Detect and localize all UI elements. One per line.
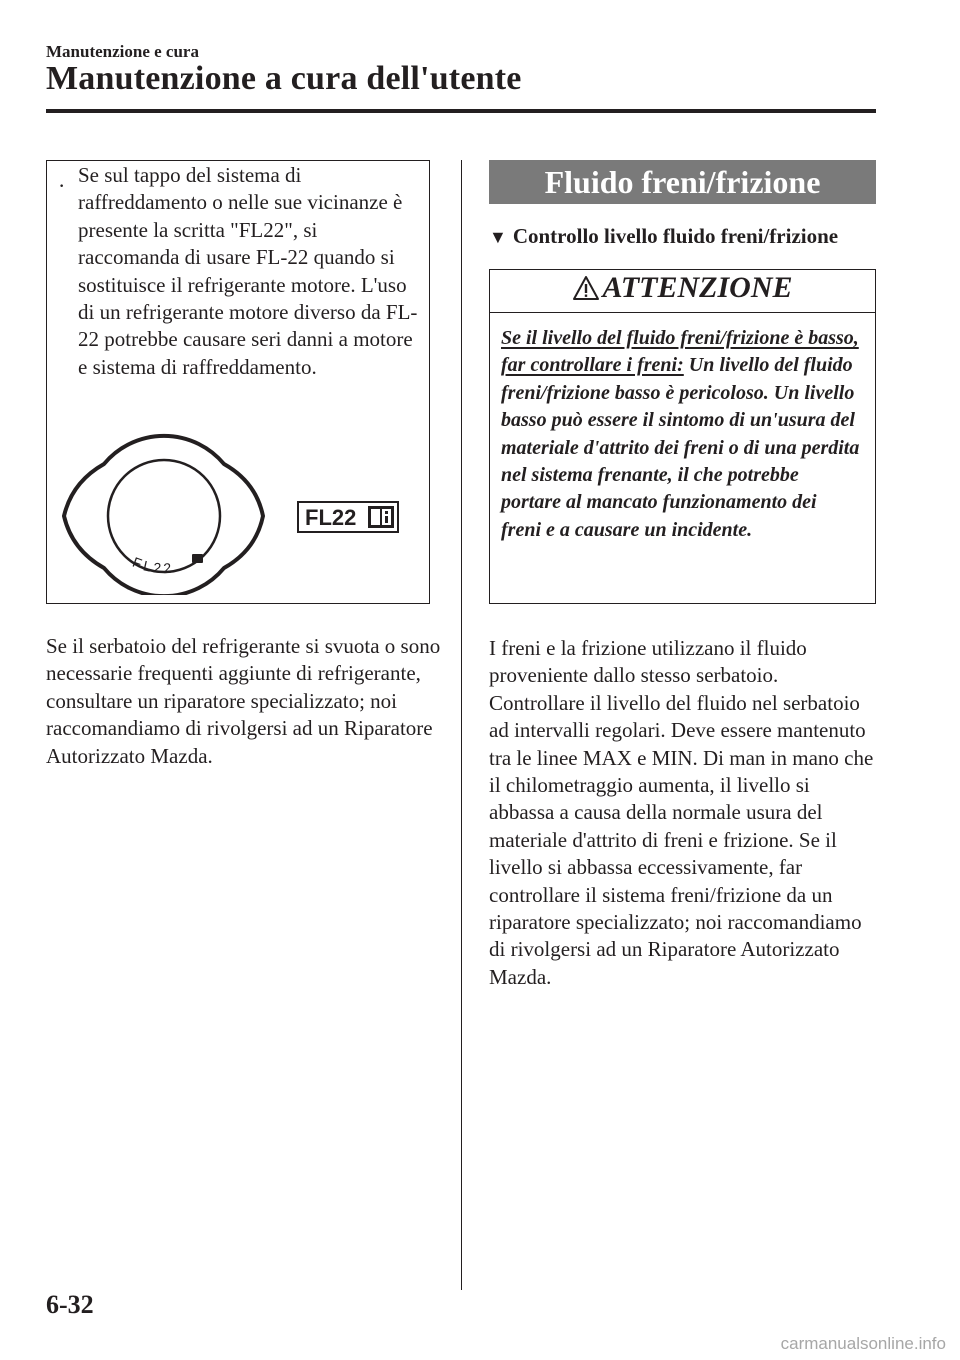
triangle-down-icon: ▼ (489, 227, 507, 247)
watermark: carmanualsonline.info (780, 1334, 946, 1353)
header-rule (46, 109, 876, 113)
fl22-label (298, 502, 398, 532)
manual-book-icon (368, 506, 394, 528)
radiator-cap-figure (58, 430, 418, 595)
warning-title-text: ATTENZIONE (602, 271, 793, 304)
warning-body: Un livello del fluido freni/frizione basso è pericoloso. Un livello basso può essere il sintomo di un'usura del materiale d'attrito dei freni o di una perdita nel sistema frenante, il che potrebbe portare al mancato funzionamento dei freni e a causare un incidente. (501, 354, 860, 541)
warning-lead: Se il livello del fluido freni/frizione è basso, far controllare i freni: (501, 327, 859, 377)
page-number: 6-32 (46, 1290, 94, 1319)
bullet-icon: · (58, 173, 66, 198)
section-title-bar: Fluido freni/frizione (489, 160, 876, 204)
cap-marking-text: FL22 (130, 553, 175, 577)
subheading-text: Controllo livello fluido freni/frizione (512, 224, 839, 248)
coolant-paragraph: Se il serbatoio del refrigerante si svuota o sono necessarie frequenti aggiunte di refrigerante, consultare un riparatore specializzato; noi raccomandiamo di rivolgersi ad un Riparatore Autorizzato Mazda. (46, 634, 441, 768)
column-divider (461, 160, 462, 1290)
warning-triangle-icon (572, 275, 600, 301)
warning-text (501, 325, 861, 544)
subheading (489, 223, 838, 251)
chapter-title: Manutenzione a cura dell'utente (46, 60, 522, 97)
coolant-note-text: Se sul tappo del sistema di raffreddamento o nelle sue vicinanze è presente la scritta "FL22", si raccomanda di usare FL-22 quando si sostituisce il refrigerante motore. L'uso di un refrigerante motore diverso da FL-22 potrebbe causare seri danni a motore e sistema di raffreddamento. (78, 163, 418, 379)
warning-title-rule (489, 312, 876, 313)
brake-fluid-paragraph: I freni e la frizione utilizzano il fluido proveniente dallo stesso serbatoio. Controllare il livello del fluido nel serbatoio ad intervalli regolari. Deve essere mantenuto tra le linee MAX e MIN. Di man in mano che il chilometraggio aumenta, il livello si abbassa a causa della normale usura del materiale d'attrito di freni e frizione. Se il livello si abbassa eccessivamente, far controllare il sistema freni/frizione da un riparatore specializzato; noi raccomandiamo di rivolgersi ad un Riparatore Autorizzato Mazda. (489, 636, 874, 989)
warning-title (489, 271, 876, 305)
cap-book-icon (192, 554, 203, 563)
section-kicker: Manutenzione e cura (46, 42, 199, 61)
fl22-label-text: FL22 (305, 505, 357, 530)
